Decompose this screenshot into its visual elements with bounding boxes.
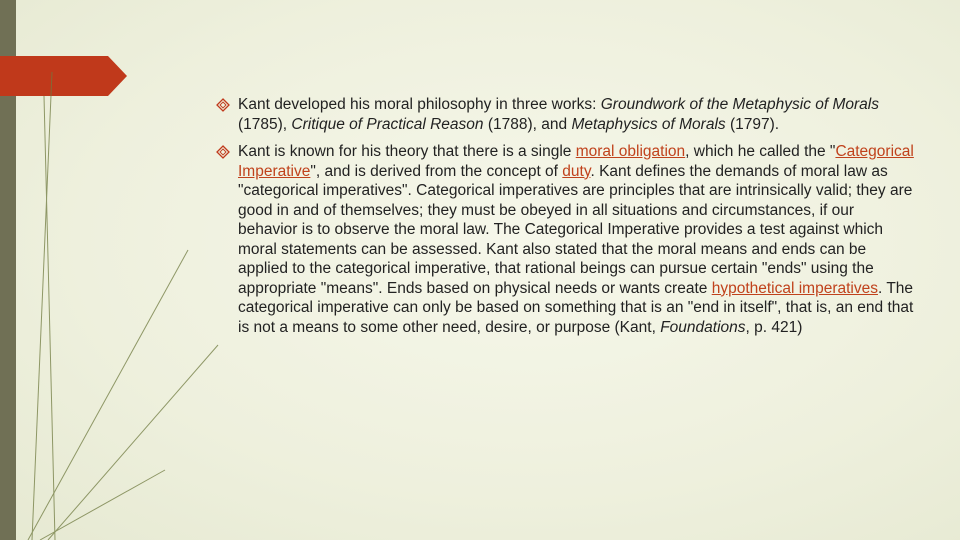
bullet-kant-works — [216, 95, 916, 134]
text-run: . The categorical imperative can only be based on something that is an "end in itself", that is, an end that is not a means to some other need, desire, or purpose (Kant, — [238, 279, 914, 336]
text-run: , p. 421) — [745, 318, 803, 336]
text-run: Kant developed his moral philosophy in three works: — [238, 96, 601, 113]
text-run: Kant is known for his theory that there is a single — [238, 143, 576, 160]
work-title: Groundwork of the Metaphysic of Morals — [600, 96, 879, 113]
work-title: Foundations — [660, 318, 746, 336]
link-duty[interactable]: duty — [562, 162, 591, 180]
work-title: Critique of Practical Reason — [291, 115, 484, 133]
text-run: ", and is derived from the concept of — [310, 162, 563, 180]
bullet-text — [238, 96, 879, 133]
text-run: (1785), — [238, 115, 292, 133]
work-title: Metaphysics of Morals — [571, 115, 726, 133]
slide-body — [216, 95, 916, 345]
diamond-outline-icon — [216, 145, 230, 159]
link-categorical-imperative[interactable]: Categorical Imperative — [238, 143, 914, 180]
bullet-text — [238, 143, 914, 336]
bullet-categorical-imperative — [216, 142, 916, 337]
link-hypothetical-imperatives[interactable]: hypothetical imperatives — [711, 279, 878, 297]
text-run: . Kant defines the demands of moral law as "categorical imperatives". Categorical imperatives are principles that are intrinsically valid; they are good in and of themselves; they must be obeyed in all situations and circumstances, if our behavior is to observe the moral law. The Categorical Imperative provides a test against which moral statements can be assessed. Kant also stated that the moral means and ends can be applied to the categorical imperative, that rational beings can pursue certain "ends" using the appropriate "means". Ends based on physical needs or wants create — [238, 162, 913, 297]
accent-arrow-tab — [0, 56, 127, 96]
text-run: , which he called the " — [685, 143, 836, 160]
link-moral-obligation[interactable]: moral obligation — [575, 143, 686, 160]
text-run: (1797). — [725, 115, 780, 133]
diamond-outline-icon — [216, 98, 230, 112]
text-run: (1788), and — [483, 115, 572, 133]
